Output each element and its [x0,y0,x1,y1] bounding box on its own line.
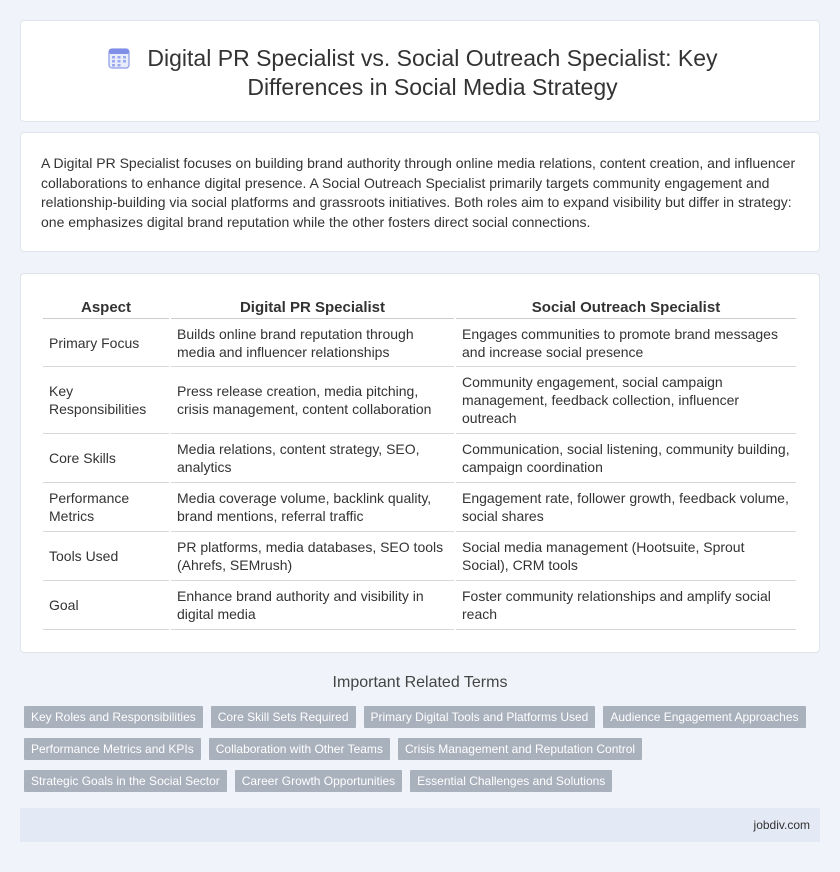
row-social-outreach: Engagement rate, follower growth, feedback volume, social shares [456,483,796,532]
intro-card [20,132,820,252]
related-tag[interactable]: Primary Digital Tools and Platforms Used [364,706,596,728]
row-digital-pr: Media relations, content strategy, SEO, analytics [171,434,454,483]
related-terms-tags [24,706,814,792]
row-digital-pr: Media coverage volume, backlink quality, brand mentions, referral traffic [171,483,454,532]
related-tag[interactable]: Essential Challenges and Solutions [410,770,612,792]
row-aspect: Performance Metrics [43,483,169,532]
row-aspect: Core Skills [43,434,169,483]
header-digital-pr: Digital PR Specialist [171,296,454,319]
footer-site-link[interactable]: jobdiv.com [753,818,810,832]
row-social-outreach: Engages communities to promote brand messages and increase social presence [456,319,796,367]
row-social-outreach: Social media management (Hootsuite, Sprout Social), CRM tools [456,532,796,581]
header-social-outreach: Social Outreach Specialist [456,296,796,319]
row-social-outreach: Communication, social listening, community building, campaign coordination [456,434,796,483]
row-digital-pr: PR platforms, media databases, SEO tools (Ahrefs, SEMrush) [171,532,454,581]
footer [20,808,820,842]
comparison-card [20,273,820,653]
row-aspect: Goal [43,581,169,630]
row-social-outreach: Foster community relationships and amplify social reach [456,581,796,630]
related-tag[interactable]: Strategic Goals in the Social Sector [24,770,227,792]
row-digital-pr: Builds online brand reputation through media and influencer relationships [171,319,454,367]
related-tag[interactable]: Crisis Management and Reputation Control [398,738,642,760]
row-digital-pr: Enhance brand authority and visibility in digital media [171,581,454,630]
related-tag[interactable]: Performance Metrics and KPIs [24,738,201,760]
related-tag[interactable]: Key Roles and Responsibilities [24,706,203,728]
related-terms-title: Important Related Terms [332,674,508,691]
table-row [43,319,796,367]
related-tag[interactable]: Collaboration with Other Teams [209,738,390,760]
row-aspect: Tools Used [43,532,169,581]
related-tag[interactable]: Audience Engagement Approaches [603,706,805,728]
table-row [43,581,796,630]
related-tag[interactable]: Core Skill Sets Required [211,706,356,728]
table-row [43,434,796,483]
comparison-table [41,296,798,630]
table-row [43,532,796,581]
row-aspect: Key Responsibilities [43,367,169,434]
table-header-row [43,296,796,319]
row-aspect: Primary Focus [43,319,169,367]
table-row [43,367,796,434]
header-aspect: Aspect [43,296,169,319]
page-title: Digital PR Specialist vs. Social Outreach Specialist: Key Differences in Social Media Strategy [147,45,718,100]
table-row [43,483,796,532]
row-digital-pr: Press release creation, media pitching, crisis management, content collaboration [171,367,454,434]
related-tag[interactable]: Career Growth Opportunities [235,770,402,792]
row-social-outreach: Community engagement, social campaign management, feedback collection, influencer outreach [456,367,796,434]
title-card [20,20,820,122]
intro-paragraph: A Digital PR Specialist focuses on building brand authority through online media relations, content creation, and influencer collaborations to enhance digital presence. A Social Outreach Specialist primarily targets community engagement and relationship-building via social platforms and grassroots initiatives. Both roles aim to expand visibility but differ in strategy: one emphasizes digital brand reputation while the other fosters direct social connections. [41,155,796,230]
